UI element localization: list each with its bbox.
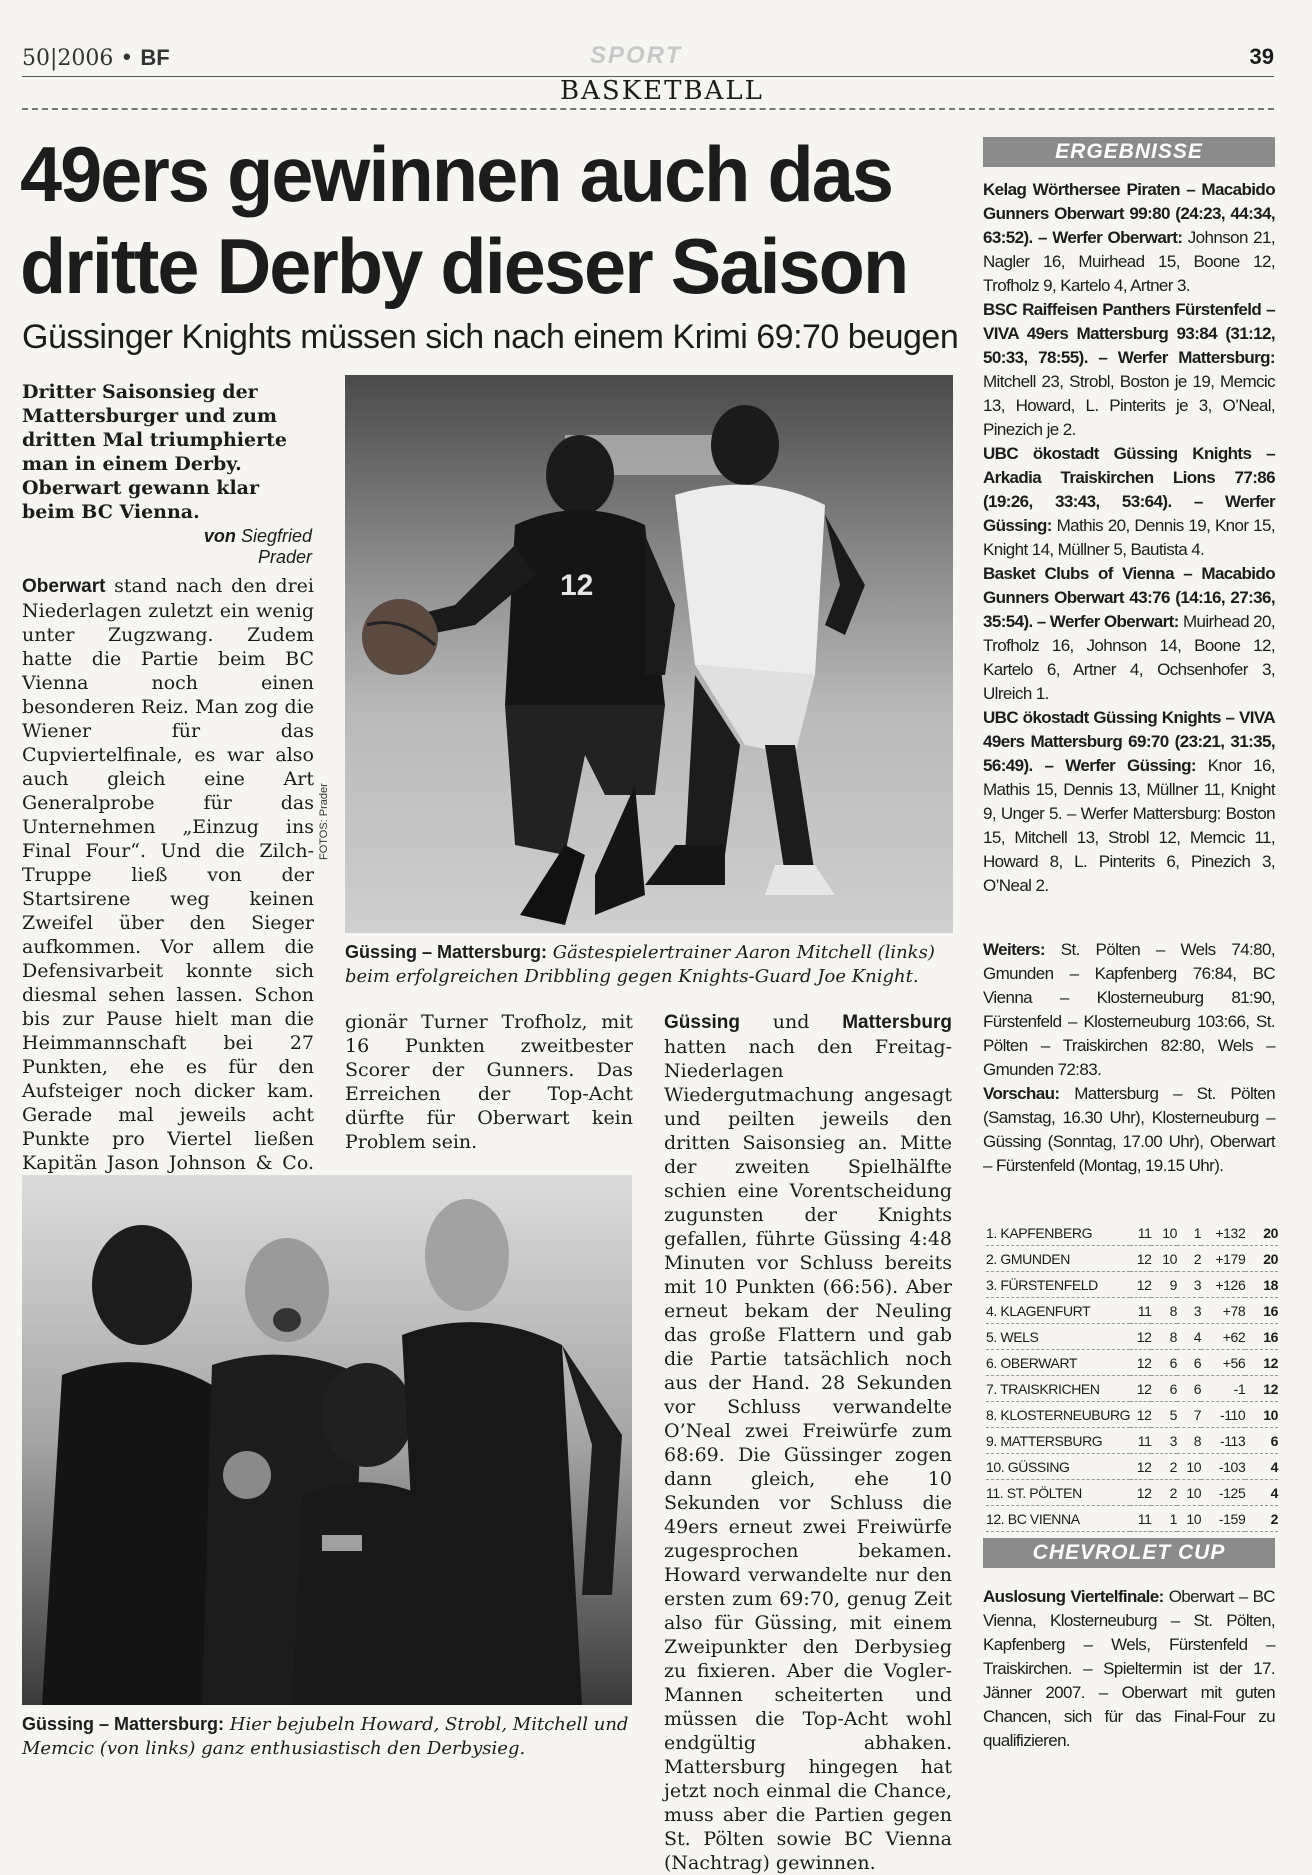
standings-row [986,1324,1278,1350]
column-3-team-2: Mattersburg [842,1012,953,1033]
issue-info: 50|2006 • BF [22,45,170,71]
standings-wins: 1 [1151,1506,1177,1532]
result-text: Mitchell 23, Strobl, Boston je 19, Memcic 13, Howard, L. Pinterits je 3, O’Neal, Pinezich je 2. [983,372,1275,439]
standings-row [986,1402,1278,1428]
standings-team-name: KLAGENFURT [1000,1302,1091,1319]
result-text: Johnson 21, Nagler 16, Muirhead 15, Boone 12, Trofholz 9, Kartelo 4, Artner 3. [983,228,1276,295]
standings-points: 10 [1245,1402,1278,1428]
result-header: Kelag Wörthersee Piraten – Macabido Gunners Oberwart 99:80 (24:23, 44:34, 63:52). – Werfer Oberwart: [983,180,1275,247]
column-1-text: stand nach den drei Niederlagen zuletzt ein wenig unter Zugzwang. Zudem hatte die Partie beim BC Vienna noch einen besonderen Reiz. Man zog die Wiener für das Cupviertelfinale, es war also auch gleich eine Art Generalprobe für das Unternehmen „Einzug ins Final Four“. Und die Zilch-Truppe ließ von der Startsirene weg keinen Zweifel über den Sieger aufkommen. Vor allem die Defensivarbeit konnte sich diesmal sehen lassen. Schon bis zur Pause hielt man die Heimmannschaft bei 27 Punkten, ehe es für den Aufsteiger noch dicker kam. Gerade mal jeweils acht Punkte pro Viertel ließen Kapitän Jason Johnson & Co. [22,575,314,1174]
standings-losses: 6 [1177,1376,1201,1402]
standings-losses: 10 [1177,1454,1201,1480]
standings-team-name: WELS [1000,1328,1039,1345]
standings-team-name: OBERWART [1000,1354,1078,1371]
standings-team [986,1506,1130,1532]
standings-points: 4 [1245,1454,1278,1480]
standings-team [986,1272,1130,1298]
standings-diff: +179 [1201,1246,1245,1272]
standings-games: 12 [1130,1480,1151,1506]
photo-celebration-image [22,1175,632,1705]
standings-games: 11 [1130,1506,1151,1532]
standings-wins: 5 [1151,1402,1177,1428]
result-item [983,298,1275,442]
result-text: Mathis 20, Dennis 19, Knor 15, Knight 14, Müllner 5, Bautista 4. [983,516,1276,559]
standings-team-name: GÜSSING [1007,1458,1070,1475]
jersey-number: 12 [560,569,594,602]
column-3-text: hatten nach den Freitag-Niederlagen Wiedergutmachung angesagt und peilten jeweils den dritten Saisonsieg an. Mitte der zweiten Spielhälfte schien eine Vorentscheidung zugunsten der Knights gefallen, führte Güssing 4:48 Minuten vor Schluss bereits mit 10 Punkten (66:56). Aber erneut bekam der Neuling das große Flattern und gab die Partie tatsächlich noch aus der Hand. 28 Sekunden vor Schluss verwandelte O’Neal zwei Freiwürfe zum 68:69. Die Güssinger zogen dann gleich, ehe 10 Sekunden vor Schluss die 49ers erneut zwei Freiwürfe zugesprochen bekamen. Howard verwandelte nur den ersten zum 69:70, genug Zeit also für Güssing, mit einem Zweipunkter den Derbysieg zu fixieren. Aber die Vogler-Mannen scheiterten und müssen die Top-Acht wohl endgültig abhaken. Mattersburg hingegen hat jetzt noch einmal die Chance, muss aber die Partien gegen St. Pölten sowie BC Vienna (Nachtrag) gewinnen. [664,1036,952,1874]
standings-row [986,1272,1278,1298]
standings-rank: 4. [986,1302,997,1319]
standings-points: 18 [1245,1272,1278,1298]
standings-wins: 9 [1151,1272,1177,1298]
standings-diff: -1 [1201,1376,1245,1402]
standings-body [986,1220,1278,1532]
article-column-1 [22,574,314,1271]
photo-credit: FOTOS: Prader [318,783,330,860]
standings-diff: +78 [1201,1298,1245,1324]
standings-team [986,1220,1130,1246]
standings-diff: +62 [1201,1324,1245,1350]
weiters-label: Weiters: [983,940,1045,959]
standings-losses: 10 [1177,1506,1201,1532]
vorschau-paragraph [983,1082,1275,1178]
standings-games: 12 [1130,1324,1151,1350]
standings-games: 11 [1130,1428,1151,1454]
standings-row [986,1506,1278,1532]
photo-dribbling-image [345,375,953,933]
standings-points: 2 [1245,1506,1278,1532]
article-lead: Dritter Saisonsieg der Mattersburger und zum dritten Mal triumphierte man in einem Derby. Oberwart gewann klar beim BC Vienna. [22,381,287,523]
paper-name: BF [140,45,170,70]
standings-points: 16 [1245,1324,1278,1350]
standings-wins: 10 [1151,1246,1177,1272]
standings-rank: 8. [986,1406,997,1423]
standings-points: 16 [1245,1298,1278,1324]
standings-team [986,1428,1130,1454]
byline [150,526,312,568]
article-column-3 [664,1010,952,1875]
standings-wins: 2 [1151,1480,1177,1506]
standings-rank: 2. [986,1250,997,1267]
standings-rank: 6. [986,1354,997,1371]
standings-losses: 10 [1177,1480,1201,1506]
cup-label: Auslosung Viertelfinale: [983,1587,1164,1606]
result-item [983,442,1275,562]
standings-rank: 1. [986,1224,997,1241]
standings-diff: -125 [1201,1480,1245,1506]
standings-losses: 2 [1177,1246,1201,1272]
results-title: ERGEBNISSE [983,137,1275,167]
standings-diff: -159 [1201,1506,1245,1532]
standings-team-name: KAPFENBERG [1000,1224,1093,1241]
standings-games: 12 [1130,1376,1151,1402]
standings-rank: 10. [986,1458,1005,1475]
standings-losses: 7 [1177,1402,1201,1428]
standings-losses: 4 [1177,1324,1201,1350]
standings-row [986,1376,1278,1402]
issue-number: 50|2006 [22,46,114,71]
standings-team [986,1480,1130,1506]
byline-prefix: von [203,526,236,546]
standings-diff: -110 [1201,1402,1245,1428]
caption-2-text: Hier bejubeln Howard, Strobl, Mitchell und Memcic (von links) ganz enthusiastisch den Derbysieg. [22,1714,629,1759]
standings-games: 12 [1130,1272,1151,1298]
standings-team [986,1350,1130,1376]
standings-points: 20 [1245,1246,1278,1272]
column-3-team-1: Güssing [664,1012,741,1033]
standings-team-name: FÜRSTENFELD [1000,1276,1098,1293]
result-item [983,706,1275,898]
cup-title: CHEVROLET CUP [983,1538,1275,1568]
standings-rank: 9. [986,1432,997,1449]
caption-1-label: Güssing – Mattersburg: [345,942,548,962]
standings-rank: 11. [986,1484,1004,1501]
standings-games: 11 [1130,1220,1151,1246]
headline-line-1: 49ers gewinnen auch das [20,130,893,218]
standings-team [986,1454,1130,1480]
standings-points: 6 [1245,1428,1278,1454]
standings-wins: 3 [1151,1428,1177,1454]
standings-games: 11 [1130,1298,1151,1324]
standings-wins: 2 [1151,1454,1177,1480]
standings-diff: -113 [1201,1428,1245,1454]
standings-row [986,1298,1278,1324]
weiters-text: St. Pölten – Wels 74:80, Gmunden – Kapfenberg 76:84, BC Vienna – Klosterneuburg 81:90, Fürstenfeld – Klosterneuburg 103:66, St. Pölten – Traiskirchen 82:80, Wels – Gmunden 72:83. [983,940,1276,1079]
column-3-and: und [772,1011,810,1033]
standings-row [986,1220,1278,1246]
other-results [983,938,1275,1178]
column-1-start: Oberwart [22,576,106,597]
standings-row [986,1428,1278,1454]
standings-diff: +132 [1201,1220,1245,1246]
standings-games: 12 [1130,1402,1151,1428]
photo-caption-1 [345,940,953,989]
standings-table [986,1220,1278,1532]
article-column-2: gionär Turner Trofholz, mit 16 Punkten zweitbester Scorer der Gunners. Das Erreichen der Top-Acht dürfte für Oberwart kein Problem sein. [345,1011,633,1153]
standings-team [986,1298,1130,1324]
standings-wins: 10 [1151,1220,1177,1246]
standings-wins: 8 [1151,1324,1177,1350]
caption-2-label: Güssing – Mattersburg: [22,1714,225,1734]
result-text: Knor 16, Mathis 15, Dennis 13, Müllner 11, Knight 9, Unger 5. – Werfer Mattersburg: Boston 15, Mitchell 13, Strobl 12, Memcic 11, Howard 8, L. Pinterits 6, Pinezich 3, O’Neal 2. [983,756,1276,895]
caption-1-text: Gästespielertrainer Aaron Mitchell (links) beim erfolgreichen Dribbling gegen Knights-Guard Joe Knight. [345,942,935,987]
standings-games: 12 [1130,1454,1151,1480]
standings-team-name: ST. PÖLTEN [1006,1484,1082,1501]
standings-diff: +126 [1201,1272,1245,1298]
vorschau-label: Vorschau: [983,1084,1060,1103]
page-number: 39 [1249,44,1274,69]
cup-draw [983,1585,1275,1753]
vorschau-text: Mattersburg – St. Pölten (Samstag, 16.30 Uhr), Klosterneuburg – Güssing (Sonntag, 17.00 Uhr), Oberwart – Fürstenfeld (Montag, 19.15 Uhr). [983,1084,1276,1175]
photo-celebration [22,1175,632,1705]
author-name: Siegfried Prader [240,526,312,567]
standings-points: 20 [1245,1220,1278,1246]
standings-row [986,1480,1278,1506]
standings-team-name: TRAISKRICHEN [1000,1380,1100,1397]
standings-diff: -103 [1201,1454,1245,1480]
result-header: Basket Clubs of Vienna – Macabido Gunners Oberwart 43:76 (14:16, 27:36, 35:54). – Werfer Oberwart: [983,564,1275,631]
standings-games: 12 [1130,1350,1151,1376]
section-title: SPORT [590,42,683,69]
standings-row [986,1350,1278,1376]
standings-points: 12 [1245,1350,1278,1376]
standings-losses: 3 [1177,1298,1201,1324]
result-header: BSC Raiffeisen Panthers Fürstenfeld – VIVA 49ers Mattersburg 93:84 (31:12, 50:33, 78:55). – Werfer Mattersburg: [983,300,1275,367]
standings-points: 4 [1245,1480,1278,1506]
cup-text: Oberwart – BC Vienna, Klosterneuburg – St. Pölten, Kapfenberg – Wels, Fürstenfeld – Traiskirchen. – Spieltermin ist der 17. Jänner 2007. – Oberwart mit guten Chancen, sich für das Final-Four zu qualifizieren. [983,1587,1275,1750]
standings-losses: 3 [1177,1272,1201,1298]
standings-team [986,1402,1130,1428]
standings-row [986,1246,1278,1272]
headline-line-2: dritte Derby dieser Saison [20,222,908,310]
standings-losses: 6 [1177,1350,1201,1376]
standings-wins: 6 [1151,1376,1177,1402]
standings-games: 12 [1130,1246,1151,1272]
standings-rank: 5. [986,1328,997,1345]
result-item [983,178,1275,298]
standings-losses: 8 [1177,1428,1201,1454]
standings-team-name: BC VIENNA [1007,1510,1080,1527]
rubric: BASKETBALL [560,76,764,106]
subheadline: Güssinger Knights müssen sich nach einem Krimi 69:70 beugen [22,318,959,356]
standings-team-name: MATTERSBURG [1000,1432,1103,1449]
result-header: UBC ökostadt Güssing Knights – VIVA 49ers Mattersburg 69:70 (23:21, 31:35, 56:49). – Werfer Güssing: [983,708,1275,775]
standings-row [986,1454,1278,1480]
standings-diff: +56 [1201,1350,1245,1376]
header-dashed-rule [22,108,1274,110]
headline [20,128,942,312]
result-item [983,562,1275,706]
result-text: Muirhead 20, Trofholz 16, Johnson 14, Boone 12, Kartelo 6, Artner 4, Ochsenhofer 3, Ulreich 1. [983,612,1276,703]
standings-team-name: KLOSTERNEUBURG [1000,1406,1131,1423]
standings-team-name: GMUNDEN [1000,1250,1070,1267]
standings-points: 12 [1245,1376,1278,1402]
standings-team [986,1246,1130,1272]
standings-wins: 6 [1151,1350,1177,1376]
standings-rank: 7. [986,1380,997,1397]
standings-rank: 3. [986,1276,997,1293]
standings-team [986,1376,1130,1402]
standings-losses: 1 [1177,1220,1201,1246]
weiters-paragraph [983,938,1275,1082]
standings-team [986,1324,1130,1350]
standings-wins: 8 [1151,1298,1177,1324]
photo-caption-2 [22,1712,642,1761]
results-list [983,178,1275,898]
standings-rank: 12. [986,1510,1005,1527]
result-header: UBC ökostadt Güssing Knights – Arkadia Traiskirchen Lions 77:86 (19:26, 33:43, 53:64). – Werfer Güssing: [983,444,1275,535]
photo-dribbling [345,375,953,933]
